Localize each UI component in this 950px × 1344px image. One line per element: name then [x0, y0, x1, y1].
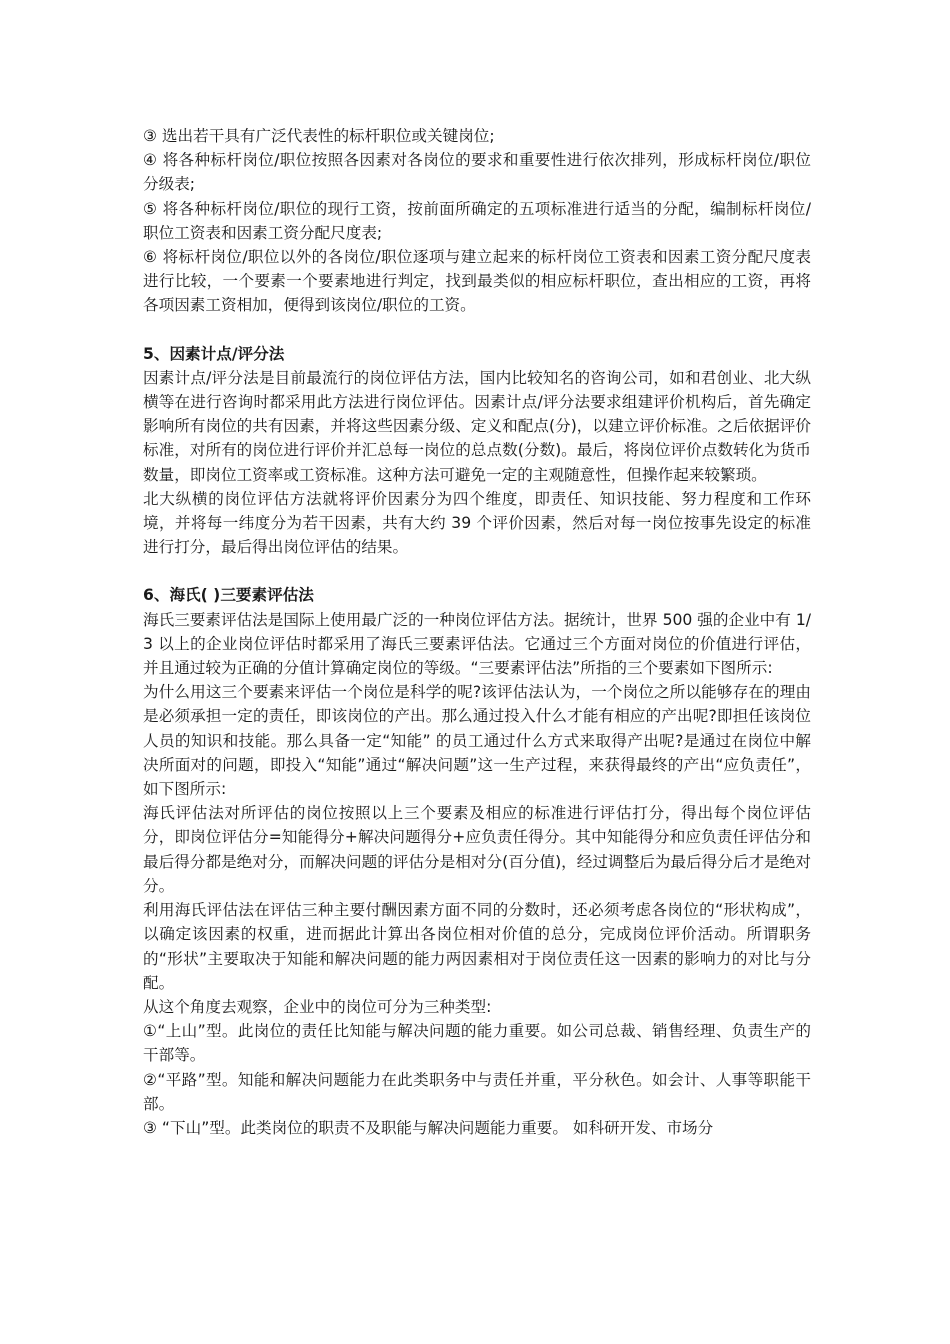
section-6-paragraph-4: 利用海氏评估法在评估三种主要付酬因素方面不同的分数时，还必须考虑各岗位的“形状构成”，以确定该因素的权重，进而据此计算出各岗位相对价值的总分，完成岗位评价活动。所谓职务的“形状”主要取决于知能和解决问题的能力两因素相对于岗位责任这一因素的影响力的对比与分配。	[143, 901, 811, 992]
document-page	[143, 124, 811, 1140]
section-5	[143, 342, 811, 560]
type-uphill-paragraph: ①“上山”型。此岗位的责任比知能与解决问题的能力重要。如公司总裁、销售经理、负责生产的干部等。	[143, 1022, 811, 1065]
step-5-paragraph: ⑤ 将各种标杆岗位/职位的现行工资，按前面所确定的五项标准进行适当的分配，编制标杆岗位/职位工资表和因素工资分配尺度表;	[143, 199, 811, 242]
type-flat-paragraph: ②“平路”型。知能和解决问题能力在此类职务中与责任并重，平分秋色。如会计、人事等职能干部。	[143, 1070, 811, 1113]
section-6-heading: 6、海氏( )三要素评估法	[143, 586, 314, 605]
step-4-paragraph: ④ 将各种标杆岗位/职位按照各因素对各岗位的要求和重要性进行依次排列，形成标杆岗位/职位分级表;	[143, 151, 811, 194]
section-6-paragraph-1: 海氏三要素评估法是国际上使用最广泛的一种岗位评估方法。据统计，世界 500 强的企业中有 1/3 以上的企业岗位评估时都采用了海氏三要素评估法。它通过三个方面对岗位的价值进行评估，并且通过较为正确的分值计算确定岗位的等级。“三要素评估法”所指的三个要素如下图所示:	[143, 610, 811, 678]
step-3-paragraph: ③ 选出若干具有广泛代表性的标杆职位或关键岗位;	[143, 127, 495, 145]
section-6-paragraph-3: 海氏评估法对所评估的岗位按照以上三个要素及相应的标准进行评估打分，得出每个岗位评估分，即岗位评估分=知能得分+解决问题得分+应负责任得分。其中知能得分和应负责任评估分和最后得分都是绝对分，而解决问题的评估分是相对分(百分值)，经过调整后为最后得分后才是绝对分。	[143, 804, 811, 895]
section-5-paragraph-2: 北大纵横的岗位评估方法就将评价因素分为四个维度，即责任、知识技能、努力程度和工作环境，并将每一纬度分为若干因素，共有大约 39 个评价因素，然后对每一岗位按事先设定的标准进行打分，最后得出岗位评估的结果。	[143, 489, 811, 557]
section-prev	[143, 124, 811, 318]
section-6-paragraph-2: 为什么用这三个要素来评估一个岗位是科学的呢?该评估法认为，一个岗位之所以能够存在的理由是必须承担一定的责任，即该岗位的产出。那么通过投入什么才能有相应的产出呢?即担任该岗位人员的知识和技能。那么具备一定“知能” 的员工通过什么方式来取得产出呢?是通过在岗位中解决所面对的问题，即投入“知能”通过“解决问题”这一生产过程，来获得最终的产出“应负责任”，如下图所示:	[143, 683, 811, 799]
section-5-paragraph-1: 因素计点/评分法是目前最流行的岗位评估方法，国内比较知名的咨询公司，如和君创业、北大纵横等在进行咨询时都采用此方法进行岗位评估。因素计点/评分法要求组建评价机构后，首先确定影响所有岗位的共有因素，并将这些因素分级、定义和配点(分)，以建立评价标准。之后依据评价标准，对所有的岗位进行评价并汇总每一岗位的总点数(分数)。最后，将岗位评价点数转化为货币数量，即岗位工资率或工资标准。这种方法可避免一定的主观随意性，但操作起来较繁琐。	[143, 368, 811, 484]
step-6-paragraph: ⑥ 将标杆岗位/职位以外的各岗位/职位逐项与建立起来的标杆岗位工资表和因素工资分配尺度表进行比较，一个要素一个要素地进行判定，找到最类似的相应标杆职位，查出相应的工资，再将各项因素工资相加，便得到该岗位/职位的工资。	[143, 248, 811, 315]
section-gap	[143, 318, 811, 342]
section-6-paragraph-5: 从这个角度去观察，企业中的岗位可分为三种类型:	[143, 997, 492, 1016]
section-6	[143, 583, 811, 1140]
section-5-heading: 5、因素计点/评分法	[143, 344, 285, 363]
section-gap	[143, 559, 811, 583]
type-downhill-paragraph: ③ “下山”型。此类岗位的职责不及职能与解决问题能力重要。 如科研开发、市场分	[143, 1118, 714, 1137]
